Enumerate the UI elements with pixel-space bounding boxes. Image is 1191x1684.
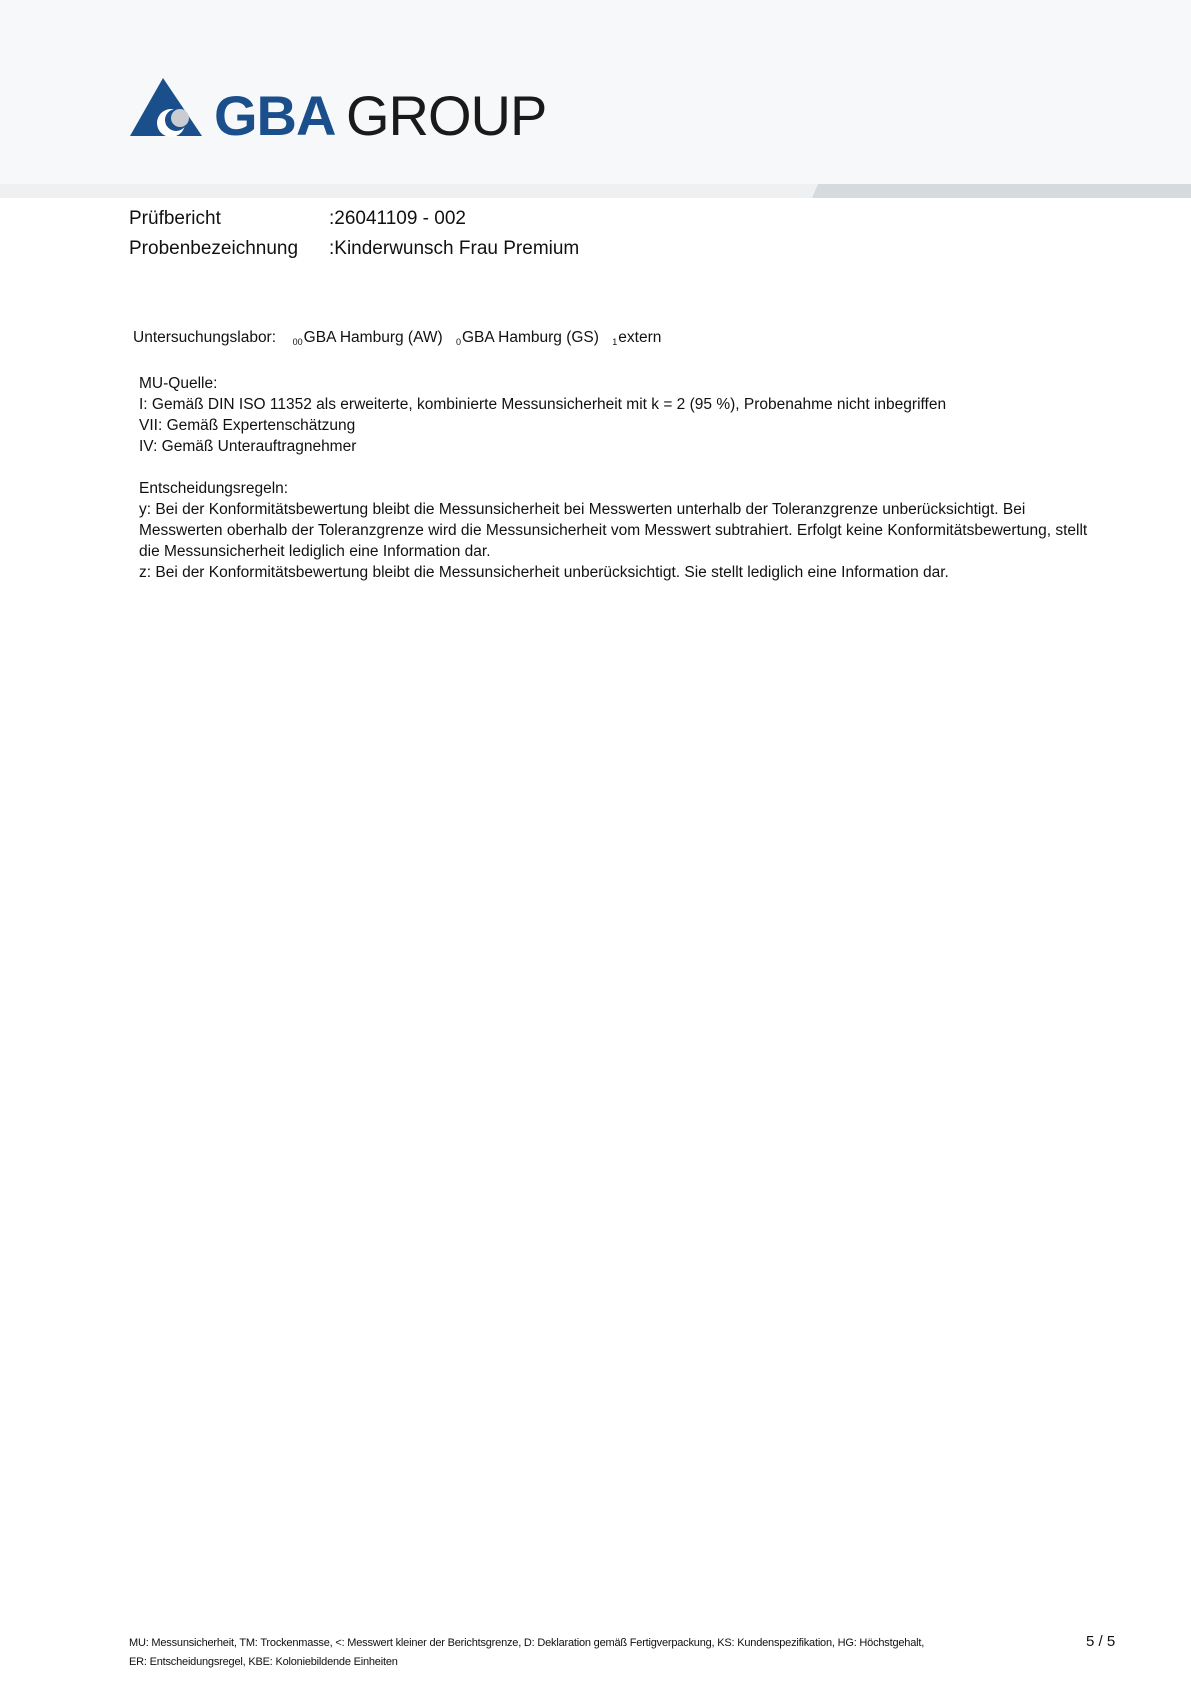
labs-line [133,329,670,347]
lab-code: 00 [292,337,303,347]
report-number: :26041109 - 002 [329,208,466,229]
header-rule [0,184,1191,198]
lab-code: 0 [455,337,461,347]
mu-source-line: IV: Gemäß Unterauftragnehmer [139,438,357,455]
decision-rules-block [139,478,1099,583]
labs-label: Untersuchungslabor: [133,329,277,346]
report-row [129,208,466,230]
logo-triangle-icon [130,78,202,137]
mu-source-line: I: Gemäß DIN ISO 11352 als erweiterte, kombinierte Messunsicherheit mit k = 2 (95 %), Probenahme nicht inbegriffen [139,396,947,413]
mu-source-block [139,373,1099,457]
decision-rule-z: z: Bei der Konformitätsbewertung bleibt die Messunsicherheit unberücksichtigt. Sie stellt lediglich eine Information dar. [139,564,949,581]
report-label: Prüfbericht [129,208,221,229]
lab-name: GBA Hamburg (GS) [461,329,599,346]
footer-line: MU: Messunsicherheit, TM: Trockenmasse, <: Messwert kleiner der Berichtsgrenze, D: Deklaration gemäß Fertigverpackung, KS: Kundenspezifikation, HG: Höchstgehalt, [129,1637,925,1649]
decision-rule-y: y: Bei der Konformitätsbewertung bleibt die Messunsicherheit bei Messwerten unterhalb der Toleranzgrenze unberücksichtigt. Bei Messwerten oberhalb der Toleranzgrenze wird die Messunsicherheit vom Messwert subtrahiert. Erfolgt keine Konformitätsbewertung, stellt die Messunsicherheit lediglich eine Information dar. [139,501,1088,560]
lab-name: extern [618,329,662,346]
mu-source-line: VII: Gemäß Expertenschätzung [139,417,356,434]
sample-row [129,238,579,260]
footer-abbreviations [129,1634,989,1672]
decision-rules-title: Entscheidungsregeln: [139,480,289,497]
sample-name: :Kinderwunsch Frau Premium [329,238,580,259]
sample-label: Probenbezeichnung [129,238,299,259]
lab-name: GBA Hamburg (AW) [303,329,443,346]
logo-text-gba: GBA [214,84,336,140]
lab-item [612,329,661,346]
logo-text-group: GROUP [346,84,547,140]
page-number: 5 / 5 [1086,1633,1116,1650]
lab-item [456,329,599,346]
mu-source-title: MU-Quelle: [139,375,218,392]
lab-code: 1 [612,337,618,347]
gba-group-logo [130,76,570,140]
footer-line: ER: Entscheidungsregel, KBE: Koloniebildende Einheiten [129,1656,398,1668]
lab-item [293,329,443,346]
